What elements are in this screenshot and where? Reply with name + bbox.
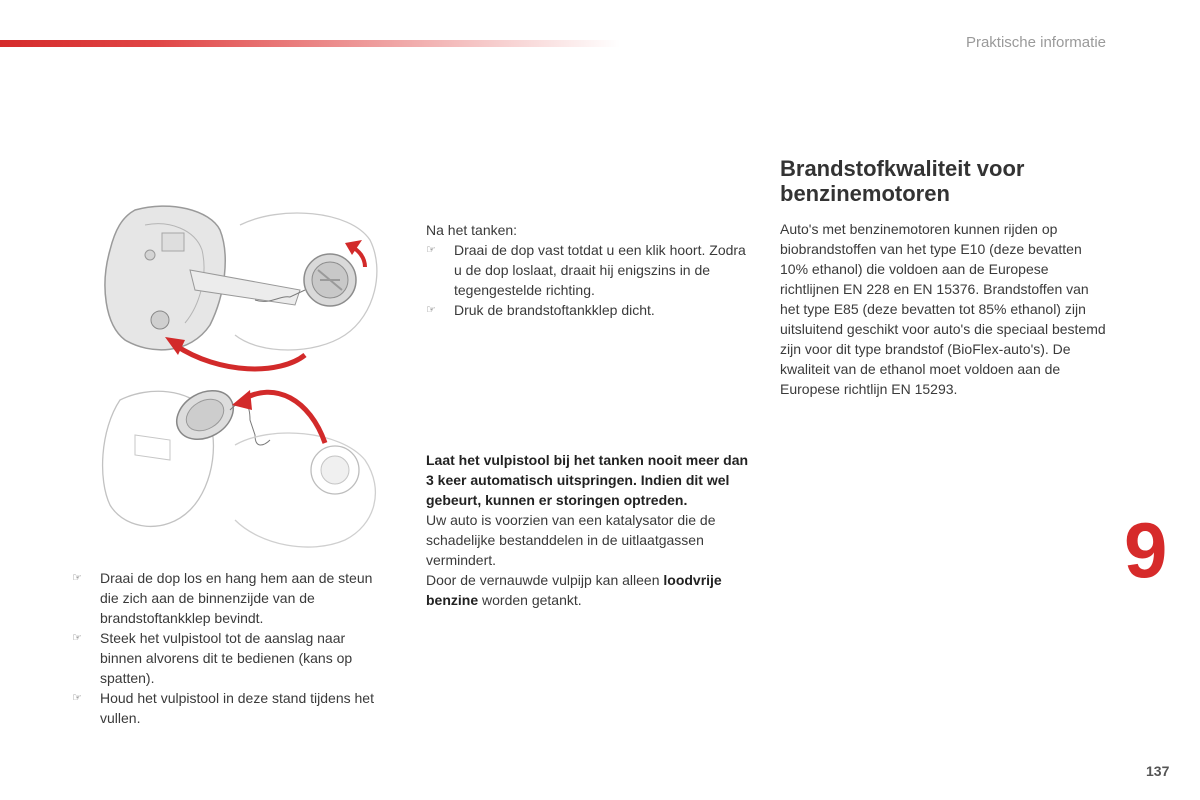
warning-block — [426, 450, 756, 610]
after-refuel-instructions — [426, 220, 756, 320]
left-bullet-list — [72, 568, 390, 728]
hand-pointer-icon: ☞ — [426, 304, 436, 316]
fuel-quality-section — [780, 219, 1110, 399]
intro-text: Na het tanken: — [426, 222, 518, 238]
list-item-text: Steek het vulpistool tot de aanslag naar binnen alvorens dit te bedienen (kans op spatten). — [100, 630, 353, 686]
hand-pointer-icon: ☞ — [426, 244, 436, 256]
list-item-text: Draai de dop los en hang hem aan de steun die zich aan de binnenzijde van de brandstoftankklep bevindt. — [100, 570, 373, 626]
section-header: Praktische informatie — [965, 34, 1106, 51]
list-item-text: Houd het vulpistool in deze stand tijdens het vullen. — [100, 690, 374, 726]
middle-bullet-list — [426, 240, 756, 320]
nozzle-text — [426, 570, 756, 610]
list-item — [426, 300, 756, 320]
list-item — [72, 628, 390, 688]
fuel-quality-heading: Brandstofkwaliteit voor benzinemotoren — [780, 156, 1025, 206]
list-item — [426, 240, 756, 300]
list-item — [72, 688, 390, 728]
catalyst-text: Uw auto is voorzien van een katalysator die de schadelijke bestanddelen in de uitlaatgassen vermindert. — [426, 512, 716, 568]
hand-pointer-icon: ☞ — [72, 632, 82, 644]
list-item — [72, 568, 390, 628]
warning-text: Laat het vulpistool bij het tanken nooit meer dan 3 keer automatisch uitspringen. Indien dit wel gebeurt, kunnen er storingen optreden. — [426, 452, 749, 508]
list-item-text: Draai de dop vast totdat u een klik hoort. Zodra u de dop loslaat, draait hij enigszins in de tegengestelde richting. — [454, 242, 746, 298]
list-item-text: Druk de brandstoftankklep dicht. — [454, 302, 655, 318]
chapter-number: 9 — [1124, 506, 1168, 594]
hand-pointer-icon: ☞ — [72, 692, 82, 704]
fuel-flap-open-drawing — [105, 206, 377, 350]
fuel-cap-illustration — [90, 195, 390, 565]
hand-pointer-icon: ☞ — [72, 572, 82, 584]
nozzle-suffix: worden getankt. — [478, 592, 582, 608]
top-accent-bar — [0, 40, 620, 47]
unleaded-petrol-emphasis: loodvrije benzine — [426, 572, 722, 608]
nozzle-prefix: Door de vernauwde vulpijp kan alleen — [426, 572, 664, 588]
left-instructions — [72, 568, 390, 728]
fuel-quality-body: Auto's met benzinemotoren kunnen rijden op biobrandstoffen van het type E10 (deze bevatten 10% ethanol) die voldoen aan de Europese richtlijnen EN 228 en EN 15376. Brandstoffen van het type E85 (deze bevatten tot 85% ethanol) zijn uitsluitend geschikt voor auto's die speciaal bestemd zijn voor dit type brandstof (BioFlex-auto's). De kwaliteit van de ethanol moet voldoen aan de Europese richtlijn EN 15293. — [780, 221, 1106, 397]
page-number: 137 — [1146, 763, 1170, 779]
